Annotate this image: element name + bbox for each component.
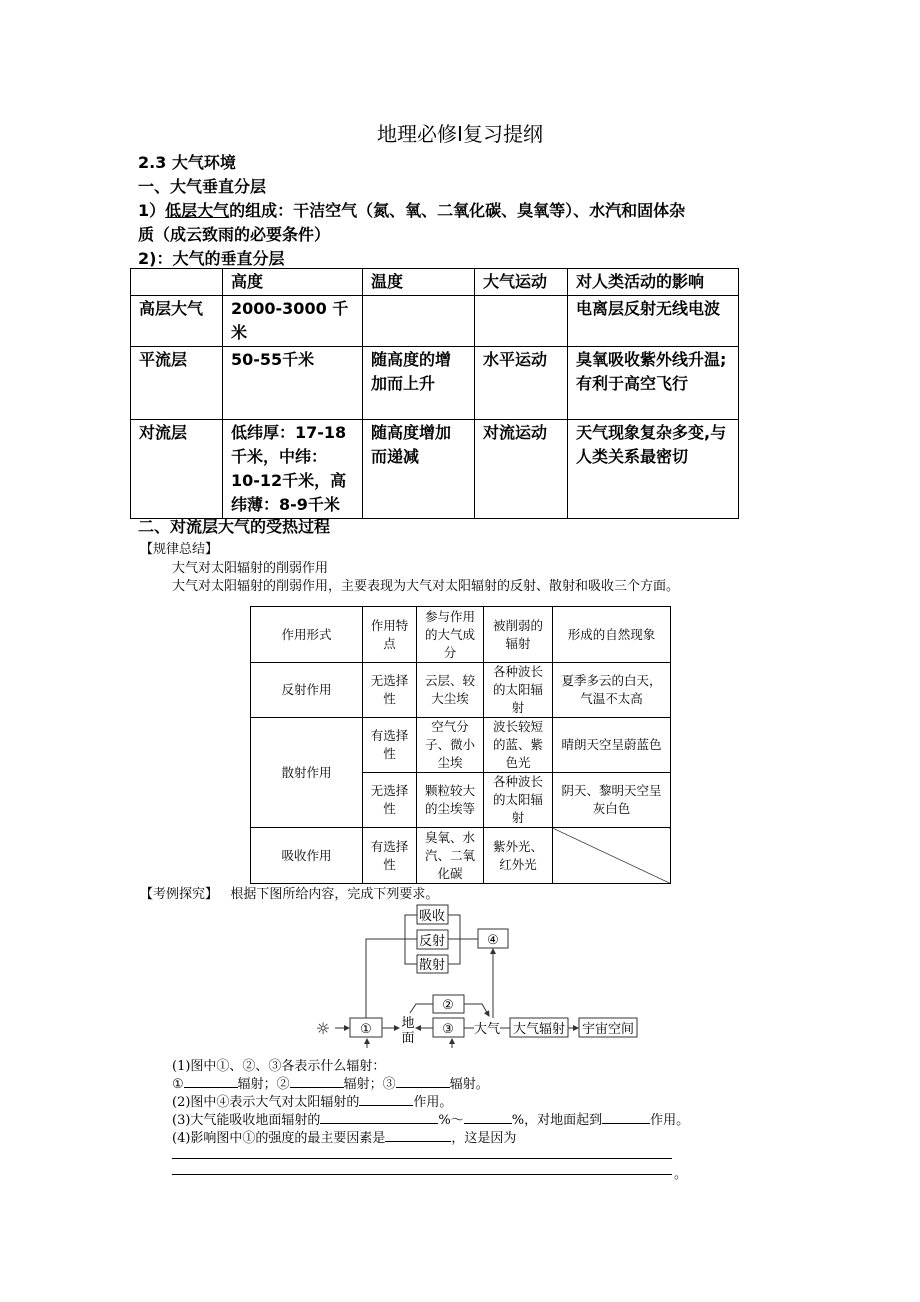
cell: 臭氧、水汽、二氧化碳 xyxy=(417,828,484,884)
question-3 xyxy=(172,1109,689,1128)
header-cell: 被削弱的辐射 xyxy=(484,607,553,663)
header-cell: 对人类活动的影响 xyxy=(568,269,739,296)
cell: 电离层反射无线电波 xyxy=(568,296,739,347)
heading-heating-process: 二、对流层大气的受热过程 xyxy=(138,517,331,536)
cell: 各种波长的太阳辐射 xyxy=(484,773,553,828)
low-atmosphere-link[interactable]: 低层大气 xyxy=(165,201,230,220)
header-cell: 温度 xyxy=(363,269,475,296)
cell: 波长较短的蓝、紫色光 xyxy=(484,718,553,773)
blank[interactable] xyxy=(359,1092,413,1106)
cell: 2000-3000 千米 xyxy=(223,296,363,347)
scatter-label: 散射 xyxy=(418,958,446,973)
cell: 有选择性 xyxy=(363,828,417,884)
q1-text: ① xyxy=(172,1077,184,1092)
cell: 水平运动 xyxy=(475,347,568,420)
cell: 散射作用 xyxy=(251,718,363,828)
cell: 吸收作用 xyxy=(251,828,363,884)
page-title: 地理必修Ⅰ复习提纲 xyxy=(377,122,543,146)
blank[interactable] xyxy=(290,1074,344,1088)
p1-prefix: 1） xyxy=(138,201,166,220)
q1-text: 辐射；② xyxy=(237,1077,290,1092)
answer-line[interactable] xyxy=(172,1158,672,1159)
q4-text: (4)影响图中①的强度的最主要因素是 xyxy=(172,1131,386,1146)
blank[interactable] xyxy=(184,1074,238,1088)
q1-text: 辐射。 xyxy=(449,1077,489,1092)
q1-text: 辐射；③ xyxy=(343,1077,396,1092)
header-cell: 大气运动 xyxy=(475,269,568,296)
cell: 随高度增加而递减 xyxy=(363,420,475,519)
q2-text: (2)图中④表示大气对太阳辐射的 xyxy=(172,1095,360,1110)
cell: 50-55千米 xyxy=(223,347,363,420)
cell: 夏季多云的白天，气温不太高 xyxy=(553,663,671,718)
q4-text: ，这是因为 xyxy=(451,1131,517,1146)
cell: 随高度的增加而上升 xyxy=(363,347,475,420)
heading-vertical-layers: 一、大气垂直分层 xyxy=(138,177,267,196)
cell: 对流运动 xyxy=(475,420,568,519)
rule-title: 大气对太阳辐射的削弱作用 xyxy=(172,561,329,576)
example-text: 根据下图所给内容，完成下列要求。 xyxy=(230,887,439,902)
cell: 空气分子、微小尘埃 xyxy=(417,718,484,773)
header-cell: 作用形式 xyxy=(251,607,363,663)
header-cell: 作用特点 xyxy=(363,607,417,663)
blank[interactable] xyxy=(320,1110,438,1124)
absorb-label: 吸收 xyxy=(418,909,446,924)
rule-text: 大气对太阳辐射的削弱作用，主要表现为大气对太阳辐射的反射、散射和吸收三个方面。 xyxy=(172,579,680,594)
cell: 云层、较大尘埃 xyxy=(417,663,484,718)
cell: 平流层 xyxy=(131,347,223,420)
p1-rest: 的组成：干洁空气（氮、氧、二氧化碳、臭氧等）、水汽和固体杂 xyxy=(229,201,686,220)
atmos-rad-label: 大气辐射 xyxy=(512,1022,566,1037)
answer-line[interactable] xyxy=(172,1174,672,1175)
q3-text: 作用。 xyxy=(650,1113,690,1128)
label-3: ③ xyxy=(442,1022,454,1037)
question-2 xyxy=(172,1091,452,1110)
q3-text: (3)大气能吸收地面辐射的 xyxy=(172,1113,321,1128)
cell: 有选择性 xyxy=(363,718,417,773)
cell: 颗粒较大的尘埃等 xyxy=(417,773,484,828)
question-1-blanks xyxy=(172,1073,489,1092)
blank[interactable] xyxy=(396,1074,450,1088)
cell: 高层大气 xyxy=(131,296,223,347)
label-4: ④ xyxy=(487,933,499,948)
cell: 阴天、黎明天空呈灰白色 xyxy=(553,773,671,828)
section-heading: 2.3 大气环境 xyxy=(138,153,236,172)
atmosphere-label: 大气 xyxy=(473,1022,501,1037)
cell: 晴朗天空呈蔚蓝色 xyxy=(553,718,671,773)
space-label: 宇宙空间 xyxy=(581,1022,635,1037)
cell: 对流层 xyxy=(131,420,223,519)
blank[interactable] xyxy=(385,1128,451,1142)
q2-text: 作用。 xyxy=(413,1095,453,1110)
header-cell: 高度 xyxy=(223,269,363,296)
blank[interactable] xyxy=(464,1110,512,1124)
cell: 紫外光、红外光 xyxy=(484,828,553,884)
q3-text: %～ xyxy=(438,1113,464,1128)
sun-icon: ☼ xyxy=(315,1019,331,1038)
rule-label: 【规律总结】 xyxy=(140,542,219,557)
label-2: ② xyxy=(442,998,454,1013)
cell: 低纬厚：17-18千米，中纬：10-12千米，高纬薄：8-9千米 xyxy=(223,420,363,519)
paragraph-layers: 2)：大气的垂直分层 xyxy=(138,249,285,268)
question-1: (1)图中①、②、③各表示什么辐射： xyxy=(172,1059,386,1074)
header-cell: 形成的自然现象 xyxy=(553,607,671,663)
cell: 无选择性 xyxy=(363,773,417,828)
example-label: 【考例探究】 xyxy=(140,887,219,902)
q3-text: %，对地面起到 xyxy=(511,1113,603,1128)
reflect-label: 反射 xyxy=(418,934,446,949)
ground-label-2: 面 xyxy=(401,1031,415,1046)
end-period: 。 xyxy=(674,1167,688,1182)
ground-label-1: 地 xyxy=(401,1016,415,1031)
blank[interactable] xyxy=(602,1110,650,1124)
label-1: ① xyxy=(360,1022,372,1037)
question-4 xyxy=(172,1127,516,1146)
cell: 天气现象复杂多变,与人类关系最密切 xyxy=(568,420,739,519)
cell: 各种波长的太阳辐射 xyxy=(484,663,553,718)
header-cell: 参与作用的大气成分 xyxy=(417,607,484,663)
cell: 臭氧吸收紫外线升温;有利于高空飞行 xyxy=(568,347,739,420)
cell: 反射作用 xyxy=(251,663,363,718)
cell: 无选择性 xyxy=(363,663,417,718)
paragraph-composition-line2: 质（成云致雨的必要条件） xyxy=(138,225,331,244)
